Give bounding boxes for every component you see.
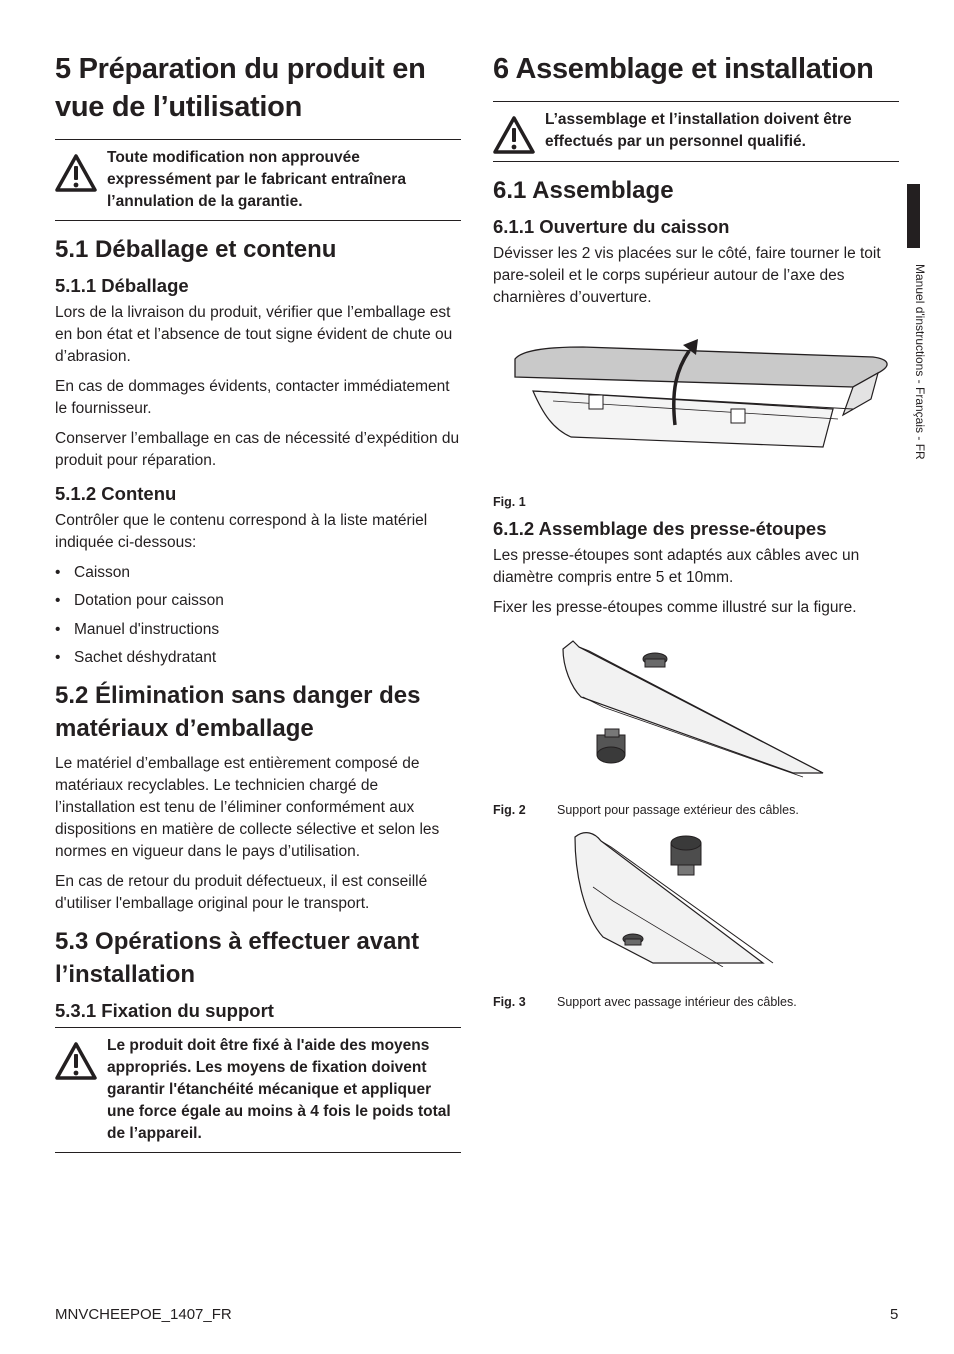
figure-label: Fig. 2 bbox=[493, 803, 526, 817]
figure-label: Fig. 3 bbox=[493, 995, 526, 1009]
footer-doc-code: MNVCHEEPOE_1407_FR bbox=[55, 1306, 232, 1323]
warning-text: Le produit doit être fixé à l'aide des moyens appropriés. Les moyens de fixation doivent garantir l'étanchéité mécanique et appliquer une force égale au moins à 4 fois le poids total de l’appareil. bbox=[107, 1037, 451, 1143]
figure-caption bbox=[493, 494, 899, 510]
figure-caption-text: Support avec passage intérieur des câbles. bbox=[557, 995, 797, 1009]
figure-1-housing-opening bbox=[493, 329, 899, 509]
figure-caption-text: Support pour passage extérieur des câbles. bbox=[557, 803, 799, 817]
warning-triangle-icon bbox=[493, 116, 535, 154]
section-6-1-1-title: 6.1.1 Ouverture du caisson bbox=[493, 216, 730, 237]
figure-caption bbox=[493, 994, 899, 1010]
section-5-3-title: 5.3 Opérations à effectuer avant l’installation bbox=[55, 928, 420, 989]
list-item: • Sachet déshydratant bbox=[55, 649, 217, 667]
paragraph: Le matériel d’emballage est entièrement composé de matériaux recyclables. Le technicien chargé de l’installation est tenu de l’éliminer conformément aux dispositions en matière de collecte sélective et selon les normes en vigueur dans le pays d’utilisation. bbox=[55, 755, 440, 861]
section-5-1-1-title: 5.1.1 Déballage bbox=[55, 275, 189, 296]
chapter-6-title: 6 Assemblage et installation bbox=[493, 53, 874, 85]
paragraph: Fixer les presse-étoupes comme illustré sur la figure. bbox=[493, 599, 857, 616]
side-label: Manuel d'instructions - Français - FR bbox=[913, 264, 927, 460]
figure-caption bbox=[493, 802, 899, 818]
paragraph: En cas de retour du produit défectueux, il est conseillé d'utiliser l'emballage original pour le transport. bbox=[55, 873, 428, 913]
figure-2-external-cable-gland bbox=[493, 637, 899, 817]
section-5-2-title: 5.2 Élimination sans danger des matériaux d’emballage bbox=[55, 682, 421, 743]
right-column bbox=[493, 50, 899, 1009]
paragraph: Lors de la livraison du produit, vérifier que l’emballage est en bon état et l’absence de tout signe évident de chute ou d’abrasion. bbox=[55, 304, 453, 365]
housing-opening-illustration bbox=[493, 329, 899, 469]
figure-3-internal-cable-gland bbox=[493, 827, 899, 1009]
warning-text: Toute modification non approuvée expressément par le fabricant entraînera l’annulation de la garantie. bbox=[107, 149, 406, 210]
warning-box-qualified bbox=[493, 101, 899, 162]
list-item: • Caisson bbox=[55, 564, 130, 581]
chapter-tab-marker bbox=[907, 184, 920, 248]
paragraph: Les presse-étoupes sont adaptés aux câbles avec un diamètre compris entre 5 et 10mm. bbox=[493, 547, 860, 586]
warning-triangle-icon bbox=[55, 1042, 97, 1080]
section-6-1-title: 6.1 Assemblage bbox=[493, 177, 674, 204]
chapter-5-title: 5 Préparation du produit en vue de l’utilisation bbox=[55, 53, 426, 123]
section-5-1-2-title: 5.1.2 Contenu bbox=[55, 483, 177, 504]
left-column bbox=[55, 50, 461, 1165]
warning-box-warranty bbox=[55, 139, 461, 221]
section-5-1-title: 5.1 Déballage et contenu bbox=[55, 236, 337, 263]
paragraph: Contrôler que le contenu correspond à la liste matériel indiquée ci-dessous: bbox=[55, 512, 428, 551]
section-6-1-2-title: 6.1.2 Assemblage des presse-étoupes bbox=[493, 518, 827, 539]
paragraph: Conserver l’emballage en cas de nécessité d’expédition du produit pour réparation. bbox=[55, 430, 460, 469]
list-item: • Dotation pour caisson bbox=[55, 592, 224, 610]
warning-text: L’assemblage et l’installation doivent être effectués par un personnel qualifié. bbox=[545, 111, 852, 150]
warning-box-fixation bbox=[55, 1027, 461, 1153]
external-cable-gland-illustration bbox=[493, 637, 899, 779]
paragraph: En cas de dommages évidents, contacter immédiatement le fournisseur. bbox=[55, 378, 450, 417]
figure-label: Fig. 1 bbox=[493, 495, 526, 509]
page-number: 5 bbox=[890, 1306, 899, 1323]
warning-triangle-icon bbox=[55, 154, 97, 192]
contents-list bbox=[55, 562, 461, 669]
section-5-3-1-title: 5.3.1 Fixation du support bbox=[55, 1000, 274, 1022]
paragraph: Dévisser les 2 vis placées sur le côté, faire tourner le toit pare-soleil et le corps supérieur autour de l’axe des charnières d’ouverture. bbox=[493, 245, 881, 306]
internal-cable-gland-illustration bbox=[493, 827, 899, 967]
list-item: • Manuel d'instructions bbox=[55, 620, 220, 638]
